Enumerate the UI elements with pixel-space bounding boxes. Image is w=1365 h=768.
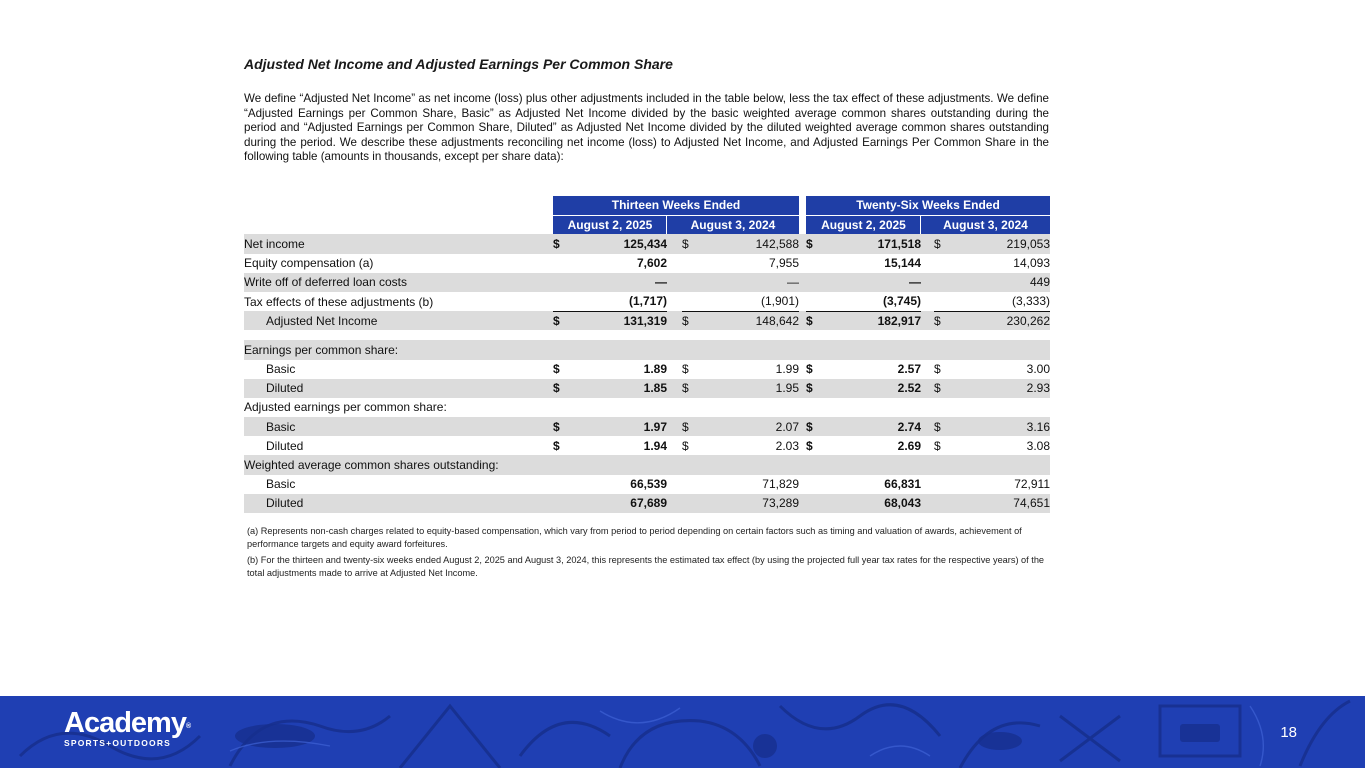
row-label: Adjusted Net Income (244, 311, 549, 330)
row-label: Net income (244, 234, 549, 253)
academy-logo (64, 708, 191, 748)
dollar-sign: $ (553, 311, 567, 330)
dollar-sign: $ (806, 438, 813, 453)
row-label: Diluted (266, 438, 304, 453)
dollar-sign: $ (553, 438, 560, 453)
dollar-sign: $ (806, 234, 820, 253)
dollar-sign: $ (682, 234, 696, 253)
cell-value: 1.89 (643, 362, 667, 377)
cell-value: 2.74 (820, 417, 921, 436)
table-row (244, 273, 1050, 292)
cell-value: 7,602 (636, 256, 667, 271)
table-row (244, 379, 1050, 398)
row-label: Tax effects of these adjustments (b) (244, 294, 434, 309)
outdoor-pattern-illustration (0, 696, 1365, 768)
table-row (244, 417, 1050, 436)
dollar-sign: $ (682, 311, 696, 330)
cell-value: 2.07 (696, 417, 799, 436)
dollar-sign: $ (934, 438, 941, 453)
cell-value: 2.52 (820, 379, 921, 398)
table-row (244, 311, 1050, 330)
table-group-header-row (244, 196, 1050, 215)
footnote-b: (b) For the thirteen and twenty-six weeks ended August 2, 2025 and August 3, 2024, this represents the estimated tax effect (by using the projected full year tax rates for the respective years) of the total adjustments made to arrive at Adjusted Net Income. (247, 555, 1045, 578)
period-header: August 2, 2025 (553, 215, 667, 234)
row-label: Diluted (244, 494, 549, 513)
cell-value: 73,289 (696, 494, 799, 513)
period-header: August 3, 2024 (921, 215, 1050, 234)
logo-wordmark: Academy® (64, 707, 192, 739)
reconciliation-table (244, 196, 1050, 513)
section-label: Weighted average common shares outstanding: (244, 455, 1050, 474)
section-label: Adjusted earnings per common share: (244, 400, 447, 415)
cell-value: (3,333) (948, 292, 1050, 311)
table-row (244, 494, 1050, 513)
cell-value: 71,829 (762, 477, 799, 492)
cell-value: 1.99 (775, 362, 799, 377)
cell-value: 3.16 (948, 417, 1050, 436)
dollar-sign: $ (553, 379, 567, 398)
dollar-sign: $ (934, 379, 948, 398)
cell-value: 125,434 (567, 234, 667, 253)
row-label: Diluted (244, 379, 549, 398)
table-row (244, 292, 1050, 311)
cell-value: 66,831 (884, 477, 921, 492)
dollar-sign: $ (682, 417, 696, 436)
cell-value: 148,642 (696, 311, 799, 330)
footer-banner (0, 696, 1365, 768)
cell-value: (3,745) (820, 292, 921, 311)
cell-value: 3.00 (1026, 362, 1050, 377)
cell-value: 171,518 (820, 234, 921, 253)
cell-value: 2.93 (948, 379, 1050, 398)
row-label: Basic (244, 417, 549, 436)
table-period-header-row (244, 215, 1050, 234)
cell-value: — (567, 273, 667, 292)
dollar-sign: $ (934, 311, 948, 330)
group-header-thirteen-weeks: Thirteen Weeks Ended (553, 196, 799, 215)
group-header-twenty-six-weeks: Twenty-Six Weeks Ended (806, 196, 1050, 215)
cell-value: 230,262 (948, 311, 1050, 330)
row-label: Equity compensation (a) (244, 256, 374, 271)
table-section-row (244, 340, 1050, 359)
dollar-sign: $ (806, 362, 813, 377)
table-section-row (244, 455, 1050, 474)
cell-value: 1.94 (643, 438, 667, 453)
dollar-sign: $ (682, 438, 689, 453)
cell-value: 1.97 (567, 417, 667, 436)
footnotes (247, 525, 1047, 583)
row-label: Basic (266, 362, 296, 377)
cell-value: (1,717) (567, 292, 667, 311)
logo-tagline: SPORTS+OUTDOORS (64, 738, 172, 748)
dollar-sign: $ (806, 417, 820, 436)
table-section-row (244, 398, 1050, 417)
cell-value: 2.57 (897, 362, 921, 377)
cell-value: 15,144 (884, 256, 921, 271)
cell-value: 66,539 (630, 477, 667, 492)
cell-value: 2.03 (775, 438, 799, 453)
cell-value: 2.69 (897, 438, 921, 453)
dollar-sign: $ (934, 362, 941, 377)
cell-value: 74,651 (948, 494, 1050, 513)
footnote-a: (a) Represents non-cash charges related to equity-based compensation, which vary from period to period depending on certain factors such as timing and valuation of awards, achievement of performance targets and equity award forfeitures. (247, 526, 1022, 549)
cell-value: 142,588 (696, 234, 799, 253)
cell-value: 131,319 (567, 311, 667, 330)
cell-value: — (696, 273, 799, 292)
cell-value: 182,917 (820, 311, 921, 330)
cell-value: 1.85 (567, 379, 667, 398)
cell-value: 68,043 (820, 494, 921, 513)
dollar-sign: $ (682, 379, 696, 398)
dollar-sign: $ (934, 417, 948, 436)
table-row (244, 475, 1050, 494)
cell-value: 3.08 (1026, 438, 1050, 453)
cell-value: — (820, 273, 921, 292)
cell-value: 7,955 (768, 256, 799, 271)
dollar-sign: $ (553, 362, 560, 377)
intro-paragraph: We define “Adjusted Net Income” as net income (loss) plus other adjustments included in the table below, less the tax effect of these adjustments. We define “Adjusted Earnings per Common Share, Basic” as Adjusted Net Income divided by the basic weighted average common shares outstanding during the period and “Adjusted Earnings per Common Share, Diluted” as Adjusted Net Income divided by the diluted weighted average common shares outstanding during the period. We describe these adjustments reconciling net income (loss) to Adjusted Net Income, and Adjusted Earnings Per Common Share in the following table (amounts in thousands, except per share data): (244, 92, 1049, 164)
dollar-sign: $ (553, 234, 567, 253)
cell-value: 449 (948, 273, 1050, 292)
dollar-sign: $ (806, 311, 820, 330)
dollar-sign: $ (806, 379, 820, 398)
cell-value: 219,053 (948, 234, 1050, 253)
page-number: 18 (1280, 724, 1297, 741)
table-row (244, 436, 1050, 455)
page-title: Adjusted Net Income and Adjusted Earnings Per Common Share (244, 56, 673, 72)
period-header: August 3, 2024 (667, 215, 799, 234)
period-header: August 2, 2025 (806, 215, 921, 234)
cell-value: 1.95 (696, 379, 799, 398)
dollar-sign: $ (553, 417, 567, 436)
table-row (244, 234, 1050, 253)
table-row (244, 254, 1050, 273)
dollar-sign: $ (682, 362, 689, 377)
section-label: Earnings per common share: (244, 340, 1050, 359)
cell-value: 72,911 (1014, 477, 1050, 492)
row-label: Basic (266, 477, 296, 492)
table-row (244, 360, 1050, 379)
dollar-sign: $ (934, 234, 948, 253)
row-label: Write off of deferred loan costs (244, 273, 549, 292)
cell-value: (1,901) (696, 292, 799, 311)
cell-value: 14,093 (1013, 256, 1050, 271)
cell-value: 67,689 (567, 494, 667, 513)
